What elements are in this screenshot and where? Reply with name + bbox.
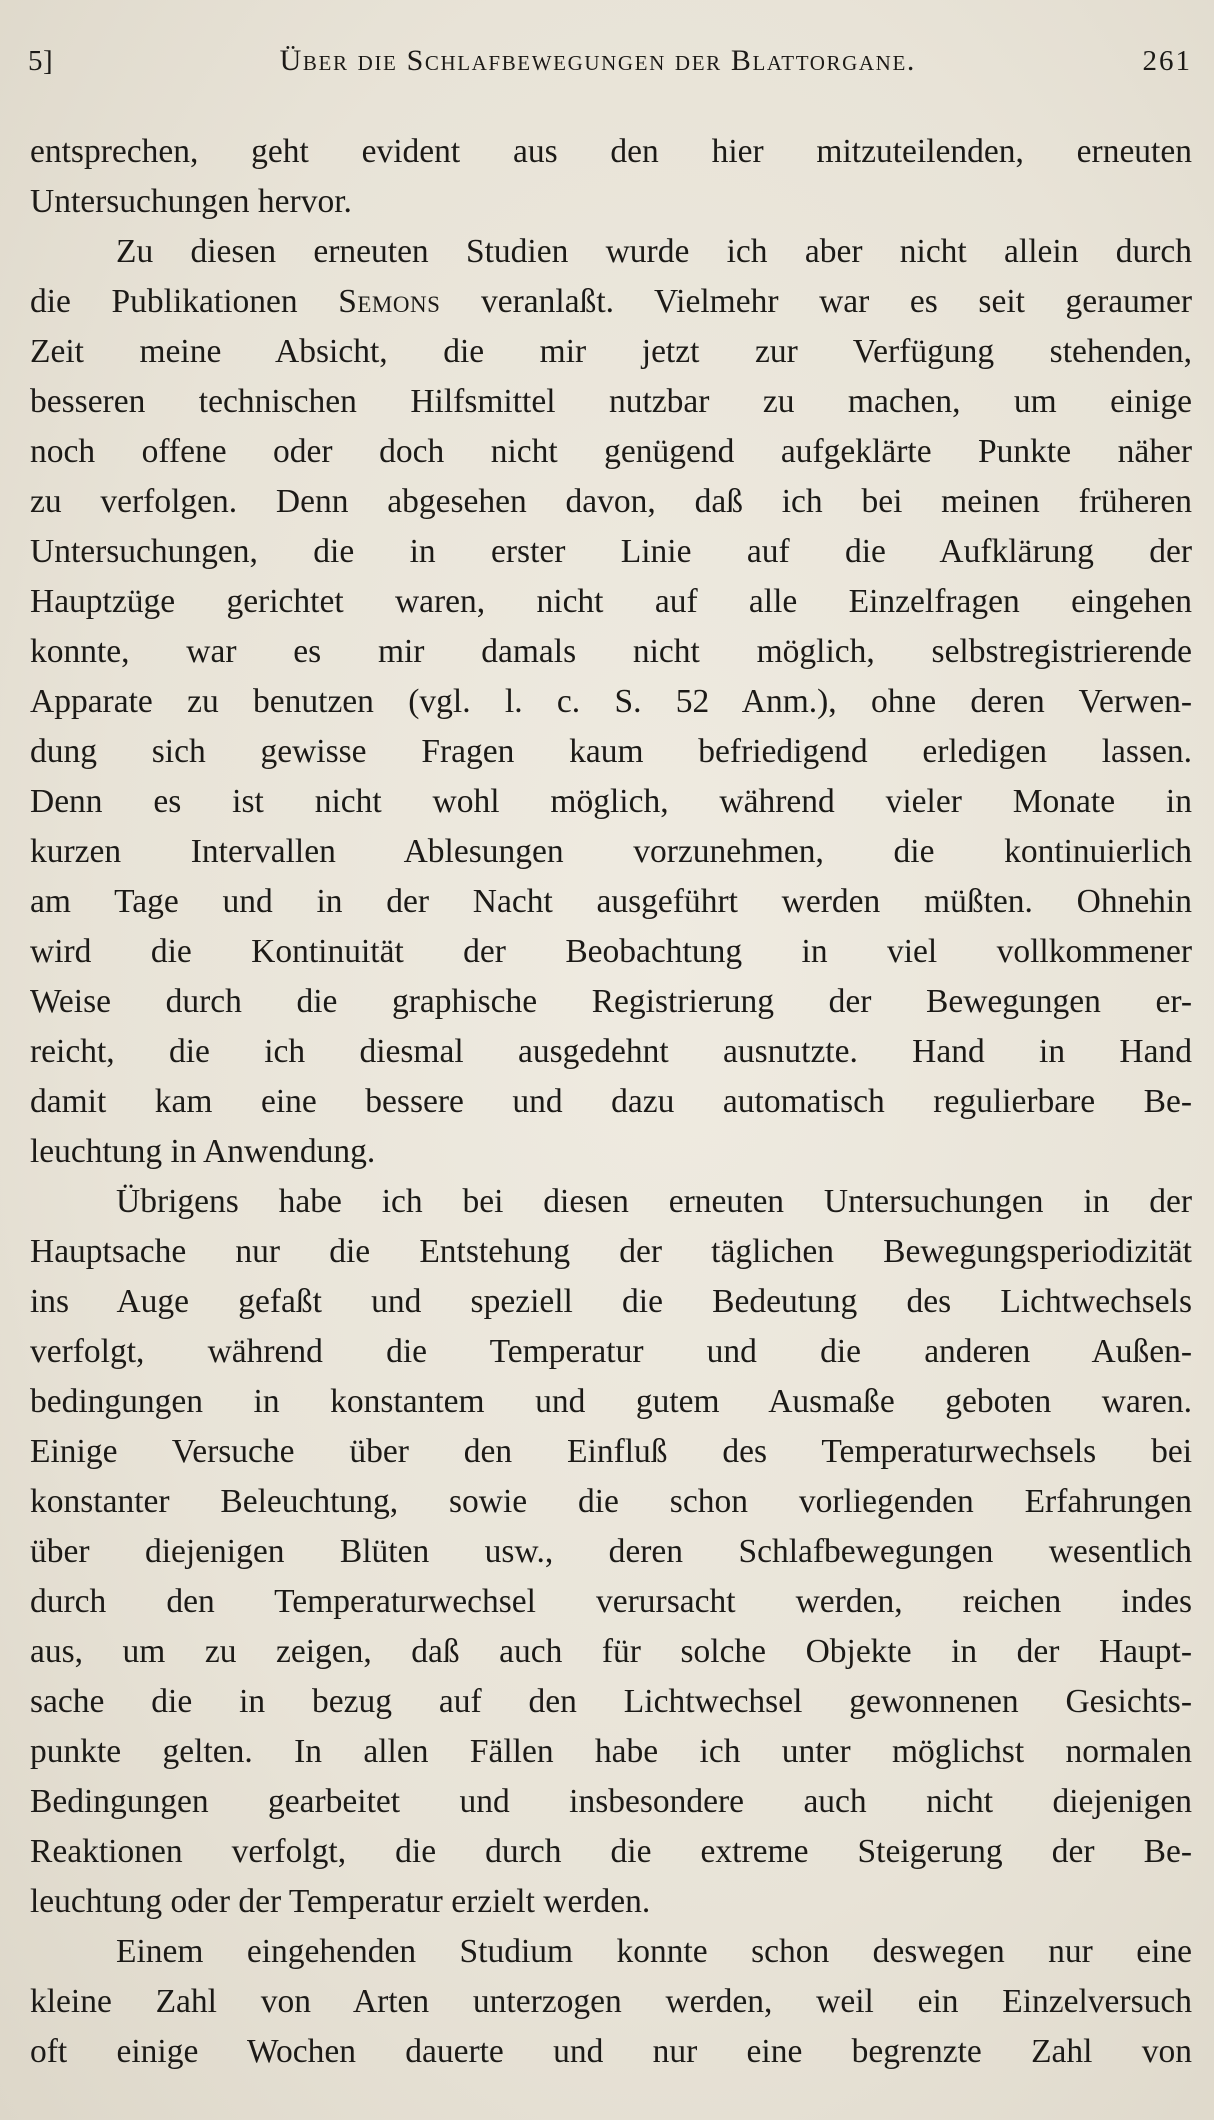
text-line: reicht, die ich diesmal ausgedehnt ausnutzte. Hand in Hand [30, 1033, 1192, 1070]
running-header [28, 44, 1192, 84]
text-line: über diejenigen Blüten usw., deren Schlafbewegungen wesentlich [30, 1533, 1192, 1570]
text-line: Apparate zu benutzen (vgl. l. c. S. 52 Anm.), ohne deren Verwen- [30, 683, 1192, 720]
text-line: dung sich gewisse Fragen kaum befriedigend erledigen lassen. [30, 733, 1192, 770]
text-line: Denn es ist nicht wohl möglich, während vieler Monate in [30, 783, 1192, 820]
paragraph-start-line: Einem eingehenden Studium konnte schon deswegen nur eine [116, 1933, 1192, 1970]
text-line: die Publikationen Semons veranlaßt. Vielmehr war es seit geraumer [30, 283, 1192, 320]
text-line: zu verfolgen. Denn abgesehen davon, daß ich bei meinen früheren [30, 483, 1192, 520]
text-line: aus, um zu zeigen, daß auch für solche Objekte in der Haupt- [30, 1633, 1192, 1670]
running-title: Über die Schlafbewegungen der Blattorgane. [279, 44, 916, 77]
body-text [30, 127, 1192, 2077]
text-line: durch den Temperaturwechsel verursacht werden, reichen indes [30, 1583, 1192, 1620]
section-marker: 5] [28, 45, 54, 77]
text-line: noch offene oder doch nicht genügend aufgeklärte Punkte näher [30, 433, 1192, 470]
paragraph-start-line: Übrigens habe ich bei diesen erneuten Untersuchungen in der [116, 1183, 1192, 1220]
text-line: oft einige Wochen dauerte und nur eine begrenzte Zahl von [30, 2033, 1192, 2070]
text-line: Reaktionen verfolgt, die durch die extreme Steigerung der Be- [30, 1833, 1192, 1870]
text-line: damit kam eine bessere und dazu automatisch regulierbare Be- [30, 1083, 1192, 1120]
text-line: kleine Zahl von Arten unterzogen werden, weil ein Einzelversuch [30, 1983, 1192, 2020]
text-line: Untersuchungen hervor. [30, 183, 352, 220]
author-name-semon: Semons [338, 283, 441, 320]
text-line: entsprechen, geht evident aus den hier mitzuteilenden, erneuten [30, 133, 1192, 170]
paragraph-start-line: Zu diesen erneuten Studien wurde ich aber nicht allein durch [116, 233, 1192, 270]
text-line: wird die Kontinuität der Beobachtung in viel vollkommener [30, 933, 1192, 970]
text-line: am Tage und in der Nacht ausgeführt werden müßten. Ohnehin [30, 883, 1192, 920]
text-line: kurzen Intervallen Ablesungen vorzunehmen, die kontinuierlich [30, 833, 1192, 870]
text-line: punkte gelten. In allen Fällen habe ich unter möglichst normalen [30, 1733, 1192, 1770]
text-line: verfolgt, während die Temperatur und die anderen Außen- [30, 1333, 1192, 1370]
text-line: bedingungen in konstantem und gutem Ausmaße geboten waren. [30, 1383, 1192, 1420]
text-line: konstanter Beleuchtung, sowie die schon vorliegenden Erfahrungen [30, 1483, 1192, 1520]
text-line: konnte, war es mir damals nicht möglich, selbstregistrierende [30, 633, 1192, 670]
text-line: Weise durch die graphische Registrierung der Bewegungen er- [30, 983, 1192, 1020]
text-line: leuchtung in Anwendung. [30, 1133, 376, 1170]
text-line: Hauptsache nur die Entstehung der täglichen Bewegungsperiodizität [30, 1233, 1192, 1270]
text-line: Hauptzüge gerichtet waren, nicht auf alle Einzelfragen eingehen [30, 583, 1192, 620]
text-line: Bedingungen gearbeitet und insbesondere auch nicht diejenigen [30, 1783, 1192, 1820]
text-line: leuchtung oder der Temperatur erzielt werden. [30, 1883, 651, 1920]
text-line: Einige Versuche über den Einfluß des Temperaturwechsels bei [30, 1433, 1192, 1470]
text-line: besseren technischen Hilfsmittel nutzbar zu machen, um einige [30, 383, 1192, 420]
text-line: sache die in bezug auf den Lichtwechsel gewonnenen Gesichts- [30, 1683, 1192, 1720]
page-number: 261 [1142, 45, 1192, 77]
text-line: Untersuchungen, die in erster Linie auf die Aufklärung der [30, 533, 1192, 570]
text-line: ins Auge gefaßt und speziell die Bedeutung des Lichtwechsels [30, 1283, 1192, 1320]
text-line: Zeit meine Absicht, die mir jetzt zur Verfügung stehenden, [30, 333, 1192, 370]
